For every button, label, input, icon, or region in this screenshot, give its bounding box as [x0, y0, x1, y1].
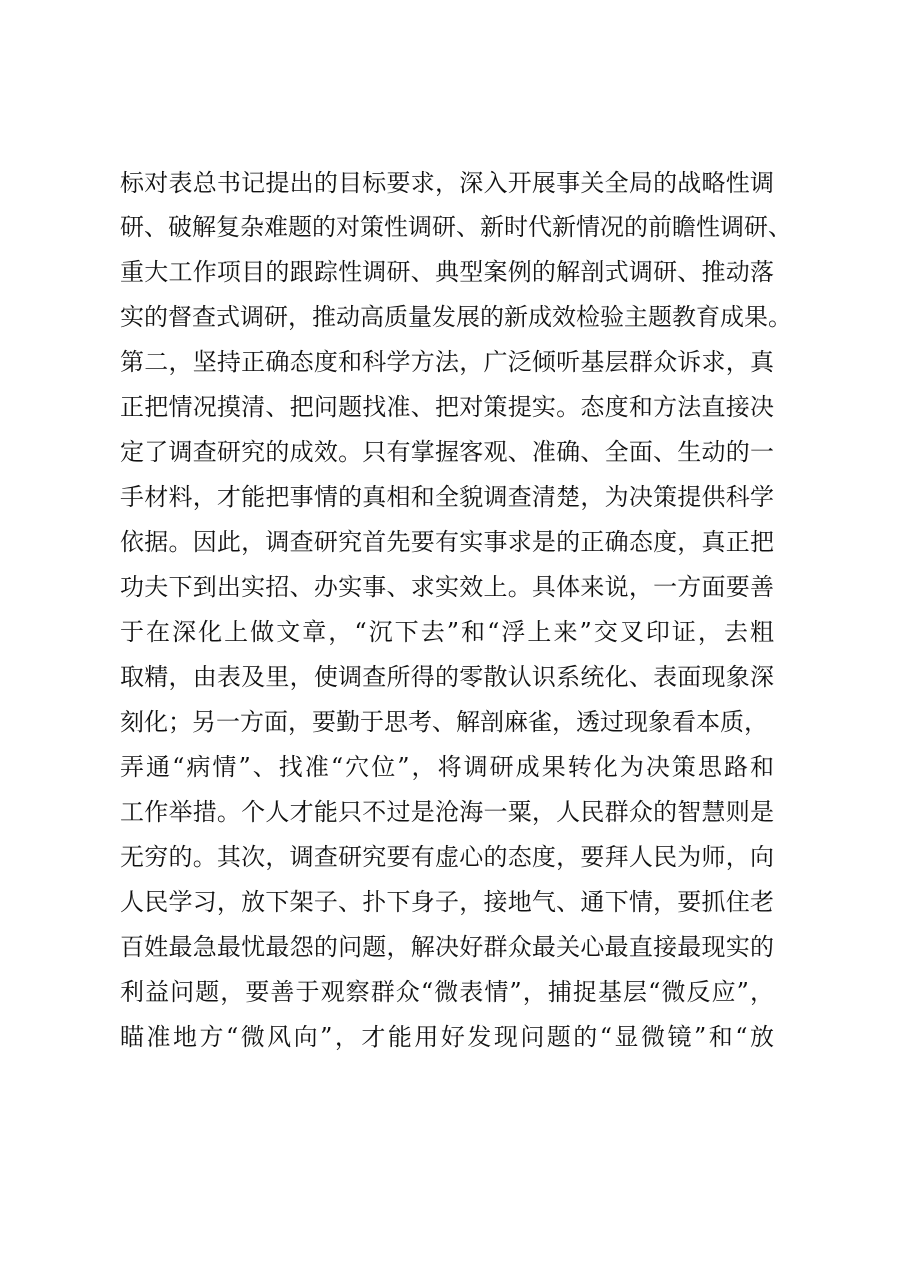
text-line: 百姓最急最忧最怨的问题，解决好群众最关心最直接最现实的	[120, 933, 774, 961]
text-line: 正把情况摸清、把问题找准、把对策提实。态度和方法直接决	[120, 393, 774, 421]
text-line: 手材料，才能把事情的真相和全貌调查清楚，为决策提供科学	[120, 483, 774, 511]
text-line: 实的督查式调研，推动高质量发展的新成效检验主题教育成果。	[120, 303, 792, 331]
text-line: 标对表总书记提出的目标要求，深入开展事关全局的战略性调	[120, 169, 774, 197]
text-line: 利益问题，要善于观察群众“微表情”，捕捉基层“微反应”，	[120, 978, 774, 1006]
text-line: 人民学习，放下架子、扑下身子，接地气、通下情，要抓住老	[120, 888, 774, 916]
text-line: 功夫下到出实招、办实事、求实效上。具体来说，一方面要善	[120, 573, 774, 601]
text-line: 弄通“病情”、找准“穴位”，将调研成果转化为决策思路和	[120, 753, 774, 781]
text-line: 定了调查研究的成效。只有掌握客观、准确、全面、生动的一	[120, 438, 774, 466]
text-line: 工作举措。个人才能只不过是沧海一粟，人民群众的智慧则是	[120, 798, 774, 826]
text-line: 依据。因此，调查研究首先要有实事求是的正确态度，真正把	[120, 528, 774, 556]
text-line: 第二，坚持正确态度和科学方法，广泛倾听基层群众诉求，真	[120, 348, 774, 376]
text-line: 刻化；另一方面，要勤于思考、解剖麻雀，透过现象看本质，	[120, 708, 768, 736]
text-line: 于在深化上做文章，“沉下去”和“浮上来”交叉印证，去粗	[120, 618, 774, 646]
text-line: 瞄准地方“微风向”，才能用好发现问题的“显微镜”和“放	[120, 1023, 774, 1051]
text-line: 重大工作项目的跟踪性调研、典型案例的解剖式调研、推动落	[120, 258, 774, 286]
text-line: 取精，由表及里，使调查所得的零散认识系统化、表面现象深	[120, 663, 774, 691]
text-line: 研、破解复杂难题的对策性调研、新时代新情况的前瞻性调研、	[120, 213, 792, 241]
text-line: 无穷的。其次，调查研究要有虚心的态度，要拜人民为师，向	[120, 843, 774, 871]
